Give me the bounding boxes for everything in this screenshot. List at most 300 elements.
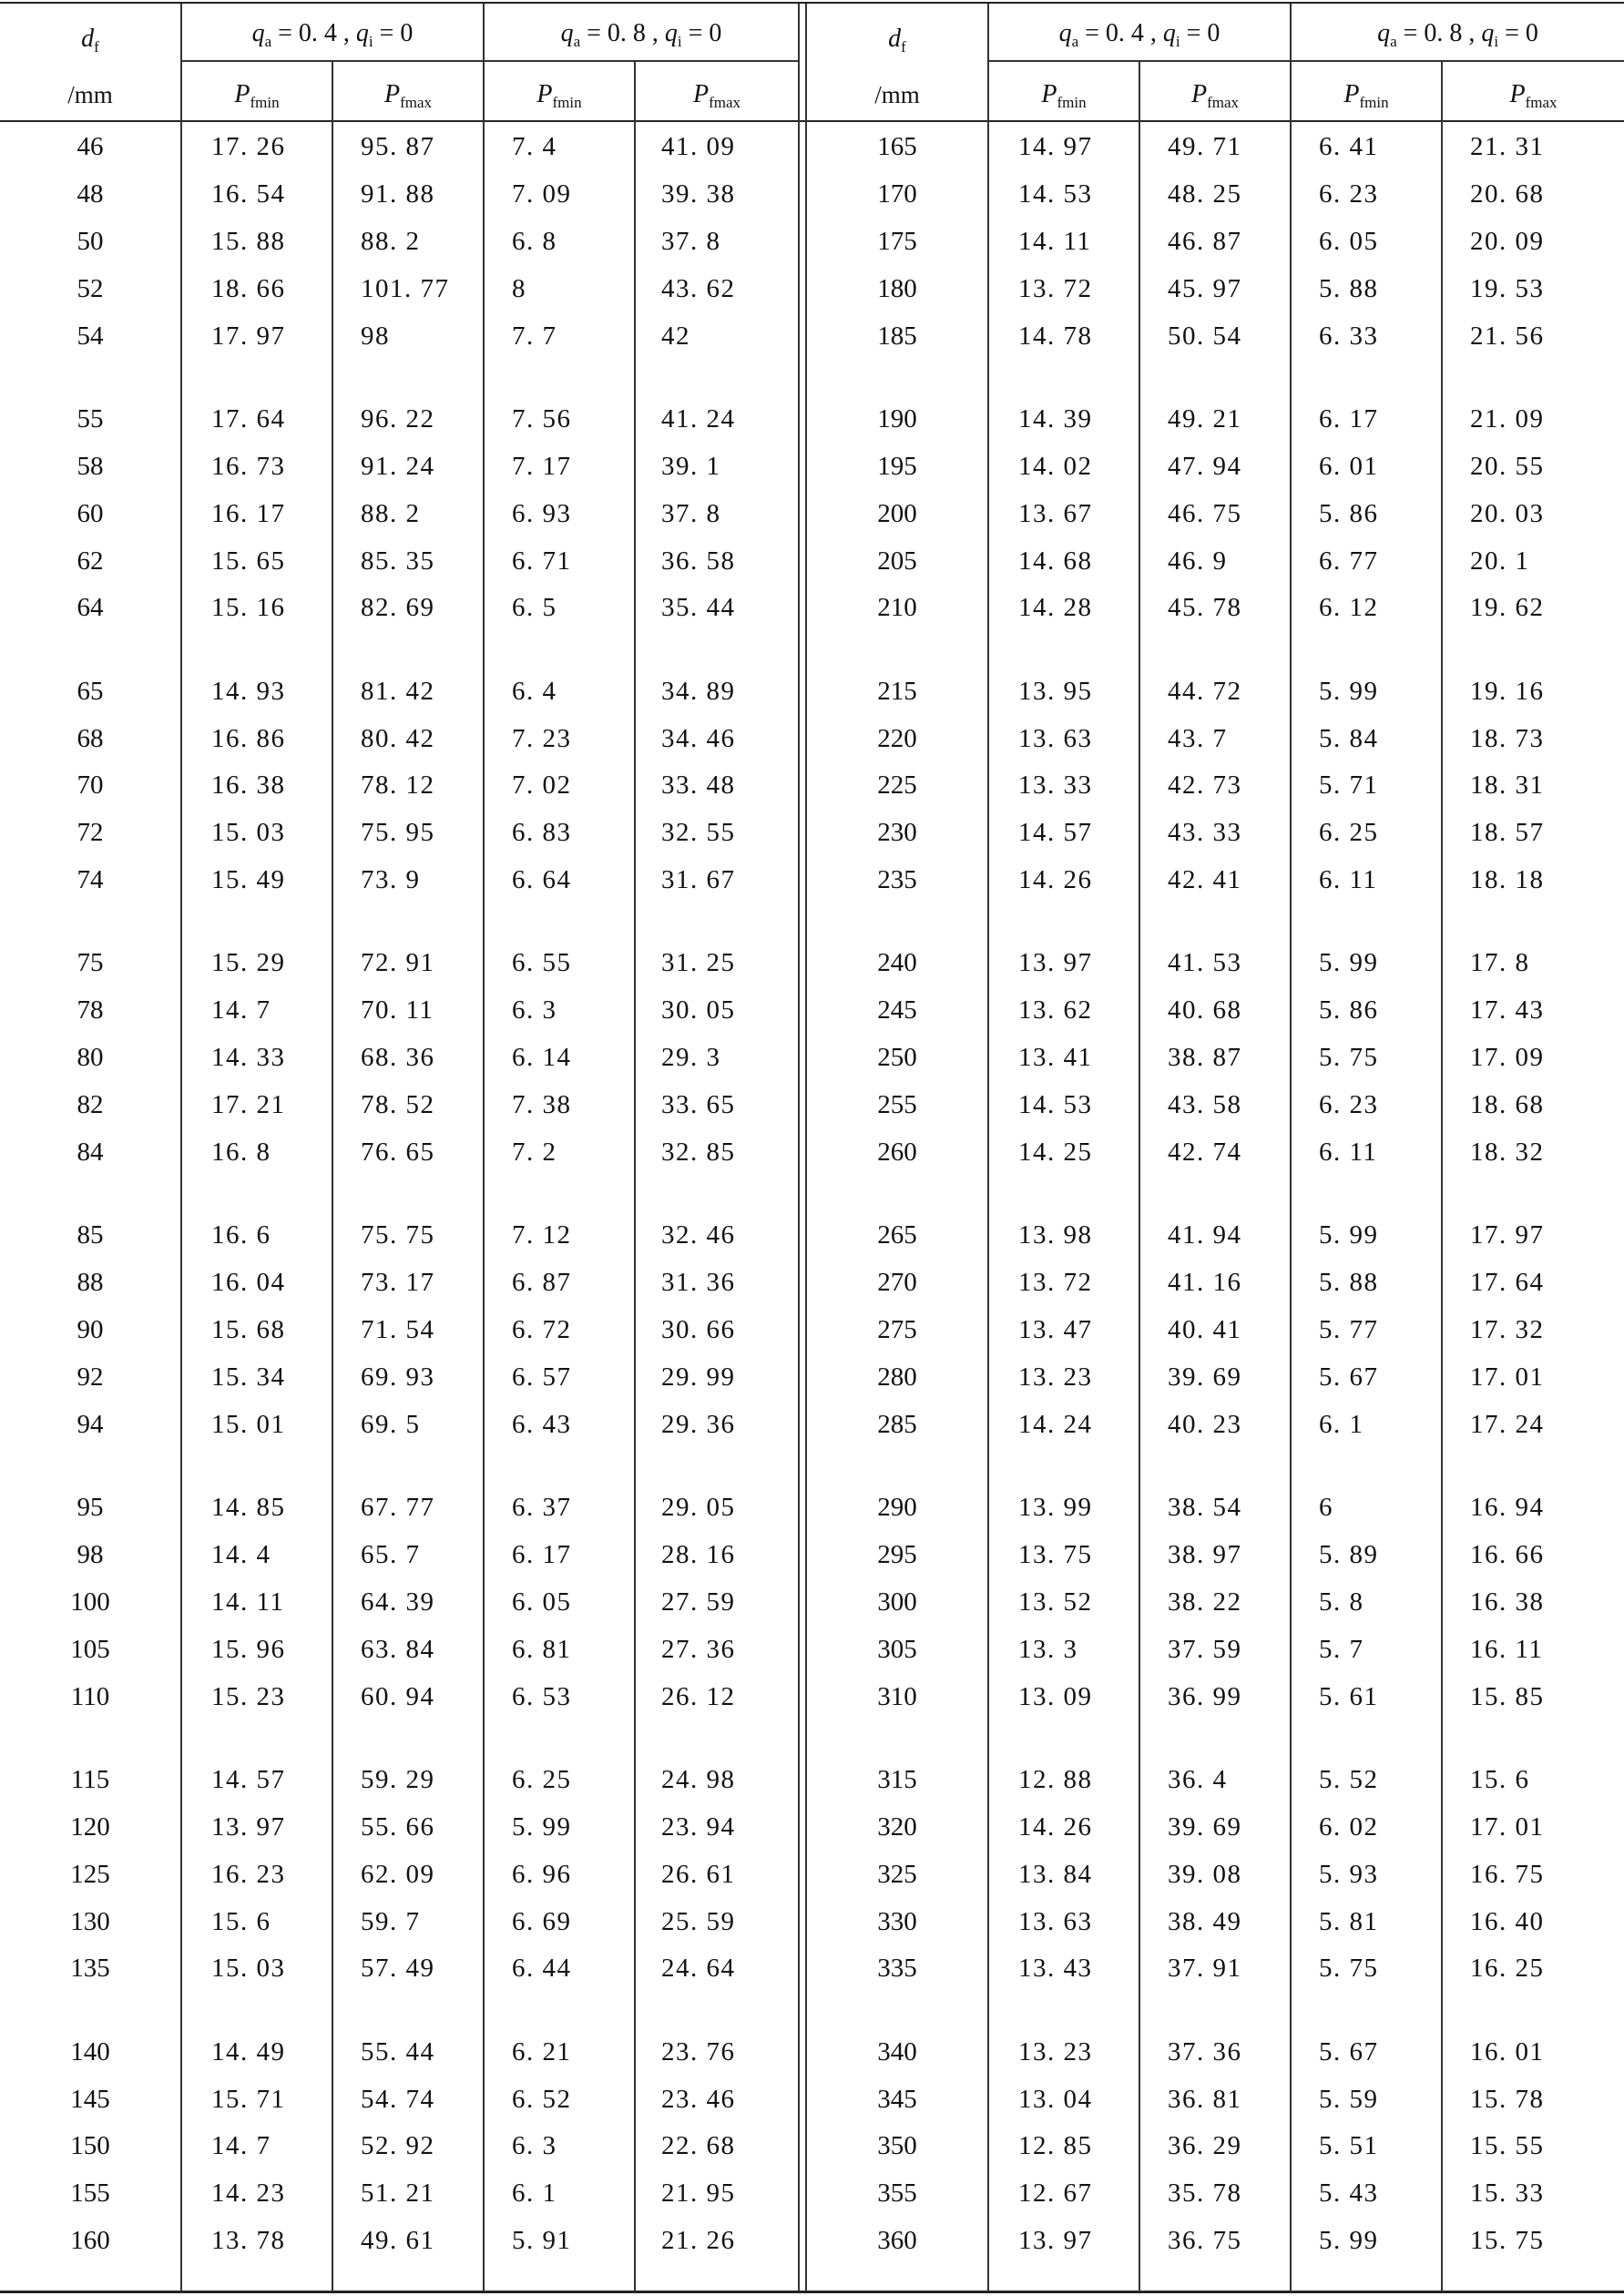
table-cell-pfmin: 6. 33	[1319, 321, 1379, 351]
table-cell-pfmax: 33. 48	[661, 770, 736, 801]
table-cell-pfmin: 13. 95	[1018, 676, 1093, 706]
table-cell-pfmax: 38. 54	[1168, 1493, 1242, 1522]
table-cell-pfmin: 5. 84	[1319, 723, 1379, 753]
table-cell-pfmin: 5. 59	[1319, 2084, 1379, 2114]
table-cell-pfmax: 17. 32	[1470, 1315, 1545, 1344]
table-cell-pfmax: 17. 97	[1470, 1220, 1545, 1250]
table-cell-pfmax: 75. 95	[361, 818, 435, 848]
table-cell-pfmin: 14. 78	[1018, 321, 1093, 351]
qa-value: = 0. 8 ,	[580, 19, 665, 47]
table-cell-pfmax: 95. 87	[361, 132, 435, 161]
table-cell-pfmin: 14. 68	[1018, 546, 1093, 576]
table-cell-df: 70	[77, 770, 104, 801]
table-cell-pfmax: 60. 94	[361, 1681, 435, 1711]
header-pfmax	[636, 71, 798, 118]
table-cell-pfmax: 18. 73	[1470, 723, 1545, 753]
table-cell-pfmax: 39. 69	[1168, 1811, 1242, 1842]
table-cell-pfmax: 91. 88	[361, 179, 435, 209]
table-cell-pfmin: 14. 53	[1018, 179, 1093, 209]
table-cell-df: 105	[70, 1634, 110, 1664]
p-symbol: P	[383, 80, 401, 108]
table-cell-pfmax: 68. 36	[361, 1043, 435, 1073]
table-cell-pfmax: 73. 17	[361, 1268, 435, 1298]
table-cell-pfmin: 14. 23	[211, 2179, 286, 2209]
table-cell-pfmin: 13. 97	[211, 1811, 286, 1842]
table-cell-df: 160	[70, 2226, 110, 2256]
col-divider	[332, 60, 333, 2291]
table-cell-pfmax: 45. 97	[1168, 273, 1242, 303]
table-cell-pfmax: 37. 8	[661, 498, 721, 528]
table-cell-df: 205	[877, 546, 917, 576]
table-cell-pfmin: 6. 52	[512, 2084, 572, 2114]
table-cell-pfmax: 36. 81	[1168, 2084, 1242, 2114]
table-cell-df: 150	[70, 2131, 110, 2161]
table-cell-df: 92	[77, 1362, 104, 1392]
p-symbol: P	[692, 80, 710, 108]
table-cell-pfmax: 36. 58	[661, 546, 736, 576]
table-cell-pfmin: 13. 23	[1018, 1362, 1093, 1392]
table-cell-df: 290	[877, 1493, 917, 1522]
table-cell-pfmax: 38. 87	[1168, 1043, 1242, 1073]
table-cell-df: 68	[77, 723, 104, 753]
table-cell-pfmax: 55. 66	[361, 1811, 435, 1842]
table-cell-pfmin: 12. 85	[1018, 2131, 1093, 2161]
table-cell-pfmax: 41. 09	[661, 132, 736, 161]
table-cell-pfmin: 5. 99	[1319, 1220, 1379, 1250]
table-cell-pfmax: 71. 54	[361, 1315, 435, 1344]
table-cell-pfmin: 6. 02	[1319, 1811, 1379, 1842]
p-symbol: P	[1343, 80, 1360, 108]
table-cell-pfmin: 14. 02	[1018, 451, 1093, 481]
table-cell-pfmax: 78. 52	[361, 1090, 435, 1120]
table-cell-pfmax: 57. 49	[361, 1954, 435, 1984]
table-cell-pfmin: 6. 44	[512, 1954, 572, 1984]
qa-value: = 0. 4 ,	[1078, 19, 1163, 47]
table-cell-df: 80	[77, 1043, 104, 1073]
table-cell-pfmin: 6. 11	[1319, 865, 1378, 895]
table-cell-pfmin: 5. 75	[1319, 1043, 1379, 1073]
table-cell-df: 190	[877, 403, 917, 434]
table-cell-pfmin: 6. 21	[512, 2036, 572, 2066]
table-cell-pfmin: 13. 99	[1018, 1493, 1093, 1522]
table-cell-df: 46	[77, 132, 104, 161]
table-cell-pfmin: 5. 52	[1319, 1764, 1379, 1794]
q-symbol: q	[664, 19, 678, 47]
table-cell-pfmin: 14. 24	[1018, 1409, 1093, 1439]
table-cell-pfmin: 15. 71	[211, 2084, 286, 2114]
unit-label: /mm	[67, 81, 113, 108]
table-cell-pfmax: 15. 85	[1470, 1681, 1545, 1711]
table-cell-pfmax: 18. 68	[1470, 1090, 1545, 1120]
table-cell-pfmin: 13. 43	[1018, 1954, 1093, 1984]
table-cell-pfmax: 26. 61	[661, 1859, 736, 1889]
table-cell-pfmin: 16. 17	[211, 498, 286, 528]
p-subscript: fmax	[1525, 94, 1558, 111]
table-cell-pfmin: 6. 69	[512, 1906, 572, 1936]
table-cell-pfmax: 44. 72	[1168, 676, 1242, 706]
table-cell-pfmax: 98	[361, 321, 390, 351]
table-cell-pfmax: 69. 5	[361, 1409, 421, 1439]
table-cell-pfmin: 5. 81	[1319, 1906, 1379, 1936]
table-cell-pfmax: 20. 68	[1470, 179, 1545, 209]
table-cell-pfmax: 24. 64	[661, 1954, 736, 1984]
table-cell-df: 245	[877, 995, 917, 1026]
table-cell-pfmax: 22. 68	[661, 2131, 736, 2161]
table-cell-df: 220	[877, 723, 917, 753]
col-divider	[180, 4, 182, 2291]
table-cell-pfmax: 16. 66	[1470, 1539, 1545, 1569]
table-cell-pfmin: 6. 23	[1319, 1090, 1379, 1120]
col-divider	[1139, 60, 1140, 2291]
table-cell-pfmin: 5. 88	[1319, 1268, 1379, 1298]
table-cell-pfmax: 16. 01	[1470, 2036, 1545, 2066]
table-cell-pfmax: 40. 41	[1168, 1315, 1242, 1344]
table-cell-df: 165	[877, 132, 917, 161]
table-cell-pfmax: 29. 3	[661, 1043, 721, 1073]
table-cell-pfmin: 14. 39	[1018, 403, 1093, 434]
table-cell-pfmax: 16. 94	[1470, 1493, 1545, 1522]
table-cell-pfmax: 49. 61	[361, 2226, 435, 2256]
table-cell-pfmin: 14. 11	[1018, 226, 1092, 256]
table-cell-pfmin: 6. 55	[512, 948, 572, 978]
table-cell-pfmax: 20. 55	[1470, 451, 1545, 481]
table-cell-pfmax: 88. 2	[361, 498, 421, 528]
table-cell-df: 305	[877, 1634, 917, 1664]
col-divider	[483, 4, 485, 2291]
table-cell-df: 330	[877, 1906, 917, 1936]
table-cell-pfmin: 6. 3	[512, 2131, 557, 2161]
table-cell-pfmax: 15. 75	[1470, 2226, 1545, 2256]
table-cell-pfmax: 26. 12	[661, 1681, 736, 1711]
table-cell-pfmax: 101. 77	[361, 273, 450, 303]
table-cell-df: 265	[877, 1220, 917, 1250]
table-cell-df: 175	[877, 226, 917, 256]
table-cell-pfmin: 13. 09	[1018, 1681, 1093, 1711]
table-cell-pfmin: 5. 99	[1319, 2226, 1379, 2256]
panel-divider	[798, 4, 800, 2291]
table-cell-df: 78	[77, 995, 104, 1026]
table-cell-pfmax: 29. 36	[661, 1409, 736, 1439]
table-cell-df: 125	[70, 1859, 110, 1889]
table-cell-df: 52	[77, 273, 104, 303]
table-cell-pfmax: 43. 7	[1168, 723, 1228, 753]
table-cell-pfmax: 39. 69	[1168, 1362, 1242, 1392]
table-cell-df: 315	[877, 1764, 917, 1794]
header-rule	[0, 120, 1624, 122]
df-symbol: d	[81, 25, 95, 53]
header-unit	[807, 71, 987, 118]
table-cell-pfmax: 18. 18	[1470, 865, 1545, 895]
table-cell-df: 195	[877, 451, 917, 481]
table-cell-pfmin: 15. 96	[211, 1634, 286, 1664]
table-cell-pfmin: 5. 86	[1319, 498, 1379, 528]
table-cell-pfmin: 13. 3	[1018, 1634, 1078, 1664]
group-rule-right-2	[1291, 60, 1624, 62]
table-cell-pfmin: 12. 67	[1018, 2179, 1093, 2209]
header-pfmax	[333, 71, 483, 118]
table-cell-pfmin: 16. 04	[211, 1268, 286, 1298]
col-divider	[1290, 4, 1292, 2291]
table-cell-pfmax: 21. 31	[1470, 132, 1545, 161]
table-cell-df: 95	[77, 1493, 104, 1522]
table-cell-df: 62	[77, 546, 104, 576]
table-cell-df: 350	[877, 2131, 917, 2161]
table-cell-pfmin: 6. 17	[512, 1539, 572, 1569]
table-cell-pfmin: 15. 23	[211, 1681, 286, 1711]
top-rule	[0, 2, 1624, 4]
table-cell-df: 94	[77, 1409, 104, 1439]
table-cell-df: 110	[70, 1681, 110, 1711]
table-cell-pfmin: 6. 41	[1319, 132, 1379, 161]
table-cell-pfmin: 13. 33	[1018, 770, 1093, 801]
p-symbol: P	[1190, 80, 1208, 108]
table-cell-pfmin: 16. 8	[211, 1138, 271, 1167]
table-cell-pfmin: 16. 38	[211, 770, 286, 801]
table-cell-pfmax: 43. 58	[1168, 1090, 1242, 1120]
table-cell-df: 345	[877, 2084, 917, 2114]
table-cell-pfmax: 62. 09	[361, 1859, 435, 1889]
table-cell-pfmin: 7. 12	[512, 1220, 572, 1250]
table-cell-pfmin: 6. 25	[512, 1764, 572, 1794]
table-cell-pfmin: 16. 86	[211, 723, 286, 753]
table-cell-pfmax: 23. 94	[661, 1811, 736, 1842]
table-cell-df: 100	[70, 1587, 110, 1617]
header-group-qa04	[182, 11, 483, 56]
table-cell-pfmax: 29. 99	[661, 1362, 736, 1392]
q-symbol: q	[1377, 19, 1391, 47]
header-group-qa08	[1292, 11, 1624, 56]
p-subscript: fmin	[552, 94, 582, 111]
table-cell-pfmax: 32. 46	[661, 1220, 736, 1250]
table-cell-pfmin: 5. 75	[1319, 1954, 1379, 1984]
table-cell-pfmax: 17. 43	[1470, 995, 1545, 1026]
table-cell-pfmax: 34. 89	[661, 676, 736, 706]
table-cell-pfmin: 6. 05	[1319, 226, 1379, 256]
table-cell-pfmin: 6. 43	[512, 1409, 572, 1439]
table-cell-pfmax: 30. 66	[661, 1315, 736, 1344]
bottom-rule	[0, 2291, 1624, 2293]
table-cell-pfmax: 72. 91	[361, 948, 435, 978]
table-cell-pfmin: 6. 81	[512, 1634, 572, 1664]
table-cell-df: 320	[877, 1811, 917, 1842]
table-cell-pfmax: 88. 2	[361, 226, 421, 256]
table-cell-pfmax: 45. 78	[1168, 593, 1242, 623]
unit-label: /mm	[874, 81, 920, 108]
q-symbol: q	[560, 19, 574, 47]
header-df	[0, 16, 180, 62]
table-cell-pfmin: 7. 02	[512, 770, 572, 801]
table-cell-pfmax: 40. 23	[1168, 1409, 1242, 1439]
table-cell-pfmax: 55. 44	[361, 2036, 435, 2066]
q-a-subscript: a	[1071, 33, 1079, 50]
table-cell-pfmax: 67. 77	[361, 1493, 435, 1522]
table-cell-pfmin: 5. 93	[1319, 1859, 1379, 1889]
table-cell-pfmax: 17. 09	[1470, 1043, 1545, 1073]
p-symbol: P	[1041, 80, 1057, 108]
table-cell-pfmin: 7. 2	[512, 1138, 557, 1167]
table-cell-pfmin: 5. 67	[1319, 1362, 1379, 1392]
table-cell-pfmax: 69. 93	[361, 1362, 435, 1392]
p-symbol: P	[536, 80, 553, 108]
table-cell-pfmax: 51. 21	[361, 2179, 435, 2209]
table-cell-df: 240	[877, 948, 917, 978]
table-cell-pfmin: 6. 4	[512, 676, 557, 706]
table-cell-pfmax: 28. 16	[661, 1539, 736, 1569]
table-cell-pfmax: 34. 46	[661, 723, 736, 753]
table-cell-pfmin: 14. 7	[211, 995, 271, 1026]
table-cell-pfmin: 5. 99	[512, 1811, 572, 1842]
table-cell-pfmin: 6. 23	[1319, 179, 1379, 209]
table-cell-pfmax: 17. 01	[1470, 1811, 1545, 1842]
table-cell-pfmax: 80. 42	[361, 723, 435, 753]
table-cell-pfmax: 30. 05	[661, 995, 736, 1026]
table-cell-pfmax: 46. 75	[1168, 498, 1242, 528]
table-cell-df: 82	[77, 1090, 104, 1120]
table-cell-pfmin: 14. 57	[1018, 818, 1093, 848]
table-cell-pfmax: 17. 8	[1470, 948, 1530, 978]
table-cell-pfmin: 13. 63	[1018, 1906, 1093, 1936]
table-cell-df: 235	[877, 865, 917, 895]
table-cell-pfmin: 6. 96	[512, 1859, 572, 1889]
table-cell-df: 280	[877, 1362, 917, 1392]
table-cell-pfmin: 15. 03	[211, 1954, 286, 1984]
table-cell-pfmax: 64. 39	[361, 1587, 435, 1617]
table-cell-pfmin: 15. 6	[211, 1906, 271, 1936]
table-cell-pfmax: 46. 9	[1168, 546, 1228, 576]
table-cell-pfmin: 6. 25	[1319, 818, 1379, 848]
table-cell-df: 275	[877, 1315, 917, 1344]
q-a-subscript: a	[573, 33, 581, 50]
table-cell-pfmax: 85. 35	[361, 546, 435, 576]
table-cell-pfmin: 13. 78	[211, 2226, 286, 2256]
q-i-subscript: i	[1175, 33, 1180, 50]
table-cell-pfmin: 6. 93	[512, 498, 572, 528]
table-cell-pfmax: 27. 36	[661, 1634, 736, 1664]
table-cell-pfmin: 6. 37	[512, 1493, 572, 1522]
table-cell-pfmin: 14. 7	[211, 2131, 271, 2161]
df-subscript: f	[94, 38, 99, 56]
table-cell-pfmin: 13. 41	[1018, 1043, 1093, 1073]
table-cell-pfmin: 5. 61	[1319, 1681, 1379, 1711]
table-cell-df: 300	[877, 1587, 917, 1617]
table-cell-pfmin: 5. 51	[1319, 2131, 1379, 2161]
table-cell-pfmin: 6. 1	[1319, 1409, 1364, 1439]
table-cell-pfmax: 65. 7	[361, 1539, 421, 1569]
table-cell-pfmax: 76. 65	[361, 1138, 435, 1167]
table-cell-pfmax: 38. 97	[1168, 1539, 1242, 1569]
header-df	[807, 16, 987, 62]
table-cell-pfmax: 42. 74	[1168, 1138, 1242, 1167]
table-cell-pfmax: 54. 74	[361, 2084, 435, 2114]
table-cell-df: 75	[77, 948, 104, 978]
table-cell-df: 250	[877, 1043, 917, 1073]
table-cell-pfmax: 16. 11	[1470, 1634, 1544, 1664]
table-cell-pfmin: 6	[1319, 1493, 1333, 1522]
table-cell-pfmin: 14. 49	[211, 2036, 286, 2066]
p-subscript: fmin	[1359, 94, 1389, 111]
table-cell-pfmin: 5. 43	[1319, 2179, 1379, 2209]
table-cell-pfmin: 5. 71	[1319, 770, 1379, 801]
table-cell-pfmax: 39. 08	[1168, 1859, 1242, 1889]
table-cell-df: 54	[77, 321, 104, 351]
table-cell-pfmin: 6. 3	[512, 995, 557, 1026]
table-cell-pfmin: 14. 11	[211, 1587, 285, 1617]
table-cell-pfmax: 31. 36	[661, 1268, 736, 1298]
qi-value: = 0	[1498, 19, 1538, 47]
table-cell-pfmax: 96. 22	[361, 403, 435, 434]
table-cell-pfmin: 14. 33	[211, 1043, 286, 1073]
table-cell-df: 200	[877, 498, 917, 528]
table-cell-pfmin: 5. 8	[1319, 1587, 1364, 1617]
table-cell-pfmax: 15. 55	[1470, 2131, 1545, 2161]
table-cell-pfmax: 21. 26	[661, 2226, 736, 2256]
table-cell-pfmin: 6. 72	[512, 1315, 572, 1344]
table-cell-pfmin: 13. 67	[1018, 498, 1093, 528]
q-symbol: q	[1058, 19, 1072, 47]
header-group-qa08	[485, 11, 798, 56]
table-cell-df: 58	[77, 451, 104, 481]
table-cell-df: 210	[877, 593, 917, 623]
table-cell-pfmax: 21. 09	[1470, 403, 1545, 434]
table-cell-pfmax: 73. 9	[361, 865, 421, 895]
table-cell-pfmin: 14. 28	[1018, 593, 1093, 623]
header-pfmin	[1292, 71, 1441, 118]
table-cell-df: 140	[70, 2036, 110, 2066]
table-cell-pfmax: 16. 75	[1470, 1859, 1545, 1889]
q-symbol: q	[1162, 19, 1176, 47]
table-cell-pfmin: 6. 87	[512, 1268, 572, 1298]
header-pfmax	[1140, 71, 1290, 118]
table-cell-pfmax: 36. 99	[1168, 1681, 1242, 1711]
table-cell-df: 55	[77, 403, 104, 434]
header-pfmax	[1443, 71, 1624, 118]
table-cell-pfmin: 6. 57	[512, 1362, 572, 1392]
table-cell-pfmax: 37. 8	[661, 226, 721, 256]
table-cell-pfmax: 42. 41	[1168, 865, 1242, 895]
table-cell-pfmin: 17. 26	[211, 132, 286, 161]
table-cell-pfmin: 15. 65	[211, 546, 286, 576]
table-cell-pfmin: 13. 72	[1018, 1268, 1093, 1298]
table-cell-pfmin: 6. 05	[512, 1587, 572, 1617]
table-cell-pfmax: 31. 67	[661, 865, 736, 895]
table-cell-pfmin: 14. 53	[1018, 1090, 1093, 1120]
table-cell-df: 170	[877, 179, 917, 209]
table-cell-pfmin: 16. 54	[211, 179, 286, 209]
table-cell-pfmin: 15. 49	[211, 865, 286, 895]
table-cell-pfmax: 37. 59	[1168, 1634, 1242, 1664]
table-cell-pfmax: 32. 85	[661, 1138, 736, 1167]
table-cell-pfmin: 13. 97	[1018, 2226, 1093, 2256]
table-cell-pfmax: 21. 56	[1470, 321, 1545, 351]
table-cell-pfmax: 18. 32	[1470, 1138, 1545, 1167]
q-a-subscript: a	[1390, 33, 1397, 50]
table-cell-df: 64	[77, 593, 104, 623]
table-cell-pfmin: 15. 16	[211, 593, 286, 623]
p-subscript: fmin	[250, 94, 280, 111]
table-cell-pfmax: 70. 11	[361, 995, 434, 1026]
table-cell-pfmax: 37. 36	[1168, 2036, 1242, 2066]
table-cell-pfmin: 6. 53	[512, 1681, 572, 1711]
table-cell-df: 255	[877, 1090, 917, 1120]
table-cell-pfmax: 19. 16	[1470, 676, 1545, 706]
table-cell-pfmin: 13. 98	[1018, 1220, 1093, 1250]
table-cell-pfmin: 5. 91	[512, 2226, 572, 2256]
qa-value: = 0. 8 ,	[1396, 19, 1482, 47]
table-cell-pfmin: 15. 34	[211, 1362, 286, 1392]
table-cell-pfmax: 39. 1	[661, 451, 721, 481]
table-cell-pfmin: 15. 01	[211, 1409, 286, 1439]
qi-value: = 0	[681, 19, 722, 47]
